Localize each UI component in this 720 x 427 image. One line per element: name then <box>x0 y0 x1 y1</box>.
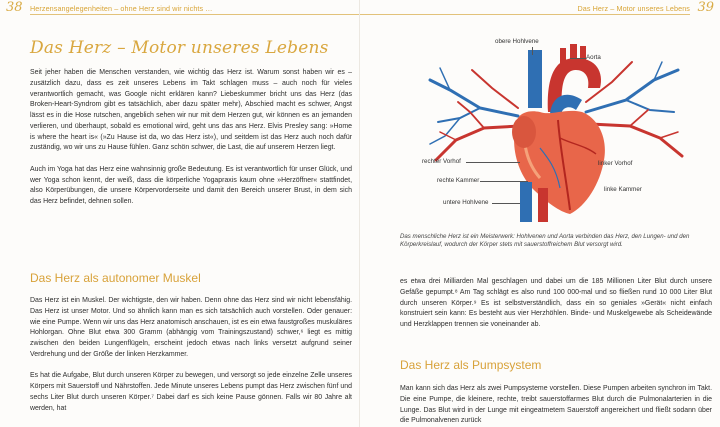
section-heading-pumpsystem: Das Herz als Pumpsystem <box>400 358 542 372</box>
label-untere-hohlvene: untere Hohlvene <box>443 199 489 206</box>
pumpsystem-text: Man kann sich das Herz als zwei Pumpsysteme vorstellen. Diese Pumpen arbeiten synchron im Takt. Die eine Pumpe, die kleinere, rechte, treibt sauerstoffarmes Blut durch die Pulmonalarterien in die Lunge. Das Blut wird in der Lunge mit eingeatmetem Sauerstoff angereichert und fließt sodann über die Pulmonalvenen zurück <box>400 385 712 425</box>
aorta-branch-1 <box>570 44 577 62</box>
intro-text <box>30 68 352 208</box>
label-rechte-kammer: rechte Kammer <box>437 177 480 184</box>
leader-obere-hohlvene <box>532 47 533 55</box>
right-atrium-shape <box>512 116 536 148</box>
intro-paragraph-2: Auch im Yoga hat das Herz eine wahnsinnig große Bedeutung. Es ist verantwortlich für unser Glück, und wer Yoga schon kennt, der weiß, dass die körperliche Yogapraxis kaum ohne »Herzöffner« stattfindet, also Körperübungen, die unsere Körpervorderseite und damit den Bereich unserer Brust, in dem sich das Herz befindet, dehnen sollen. <box>30 165 352 205</box>
aorta-branch-3 <box>560 48 566 64</box>
page-number-left: 38 <box>6 0 23 15</box>
vessel-right-blue-2 <box>626 100 674 112</box>
figure-caption: Das menschliche Herz ist ein Meisterwerk: Hohlvenen und Aorta verbinden das Herz, den Lungen- und den Körperkreislauf, wodurch der Körper stets mit sauerstoffreichem Blut versorgt wird. <box>400 233 690 249</box>
leader-rechte-kammer <box>480 181 528 182</box>
muskel-paragraph-1: Das Herz ist ein Muskel. Der wichtigste, den wir haben. Denn ohne das Herz sind wir nicht lebensfähig. Das Herz ist unser Motor. Und so ähnlich kann man es sich tatsächlich auch vorstellen. Oder genauer: wie eine Pumpe. Wenn wir uns das Herz anatomisch anschauen, ist es ein etwa faustgroßes muskuläres Hohlorgan. Ohne Blut etwa 300 Gramm (abhängig vom Trainingszustand) schwer,⁶ liegt es mittig zwischen den beiden Lungenflügeln, erscheint jedoch etwas nach links versetzt aufgrund seiner Verdrehung und der Größe der linken Herzkammer. <box>30 297 352 358</box>
label-linke-kammer: linke Kammer <box>604 186 642 193</box>
continuation-text: es etwa drei Milliarden Mal geschlagen und dabei um die 185 Millionen Liter Blut durch unsere Gefäße gepumpt.⁸ Am Tag schlägt es also rund 100 000-mal und so fließen rund 10 000 Liter Blut durch unseren Körper.⁹ Es ist selbstverständlich, dass ein so geniales »Gerät« nicht einfach konstruiert sein kann: Es besteht aus vier Herzhöhlen. Binde- und Muskelgewebe als Scheidewände und Herzklappen trennen sie voneinander ab. <box>400 278 712 328</box>
section-heading-muskel: Das Herz als autonomer Muskel <box>30 271 201 285</box>
vessel-left-red-4 <box>472 70 518 108</box>
leader-rechter-vorhof <box>466 162 520 163</box>
vessel-right-red-2 <box>630 110 648 126</box>
label-obere-hohlvene: obere Hohlvene <box>495 38 539 45</box>
leader-untere-hohlvene <box>492 203 520 204</box>
superior-vena-cava <box>528 50 542 108</box>
heart-illustration <box>400 28 700 228</box>
vessel-right-red-3 <box>660 132 678 138</box>
header-rule-left <box>30 14 360 15</box>
running-head-right: Das Herz – Motor unseres Lebens <box>577 4 690 13</box>
intro-paragraph-1: Seit jeher haben die Menschen verstanden, wie wichtig das Herz ist. Warum sonst haben wir es – zusätzlich dazu, dass es zeit unseres Lebens im Takt schlagen muss – auch noch für vieles verantwortlich gemacht, was Google nicht erklären kann? Liebeskummer bricht uns das Herz (das Broken-Heart-Syndrom gibt es tatsächlich, aber dazu später mehr), Abschied macht es schwer, Angst lässt es in die Hose rutschen, angeblich sehen wir nur mit dem Herzen gut, wir können es an jemanden verlieren, und überhaupt, sobald es emotional wird, geht uns das ans Herz. Elvis Presley sang: »Home is where the heart is« (»Zu Hause ist da, wo das Herz ist«), und seitdem ist das Herz auch noch dafür zuständig, wo wir uns zu Hause fühlen. Ganz schön schwer, die Last, die auf unserem Herzen liegt. <box>30 69 352 152</box>
vessel-left-red-2 <box>458 102 484 128</box>
page-number-right: 39 <box>697 0 714 15</box>
chapter-title: Das Herz – Motor unseres Lebens <box>30 38 329 58</box>
heart-svg <box>400 28 700 228</box>
descending-aorta <box>538 188 548 222</box>
muskel-text <box>30 296 352 414</box>
running-head-left: Herzensangelegenheiten – ohne Herz sind wir nichts … <box>30 4 213 13</box>
header-rule-right <box>360 14 690 15</box>
label-aorta: Aorta <box>586 54 601 61</box>
label-rechter-vorhof: rechter Vorhof <box>422 158 461 165</box>
leader-aorta <box>570 58 586 59</box>
muskel-paragraph-2: Es hat die Aufgabe, Blut durch unseren Körper zu bewegen, und versorgt so jede einzelne Zelle unseres Körpers mit Sauerstoff und Nährstoffen. Jede Minute unseres Lebens pumpt das Herz zwischen fünf und sechs Liter Blut durch unseren Körper.⁷ Dabei darf es sich keine Pause gönnen. Falls wir 80 Jahre alt werden, hat <box>30 372 352 412</box>
inferior-vena-cava <box>520 182 532 222</box>
label-linker-vorhof: linker Vorhof <box>598 160 633 167</box>
